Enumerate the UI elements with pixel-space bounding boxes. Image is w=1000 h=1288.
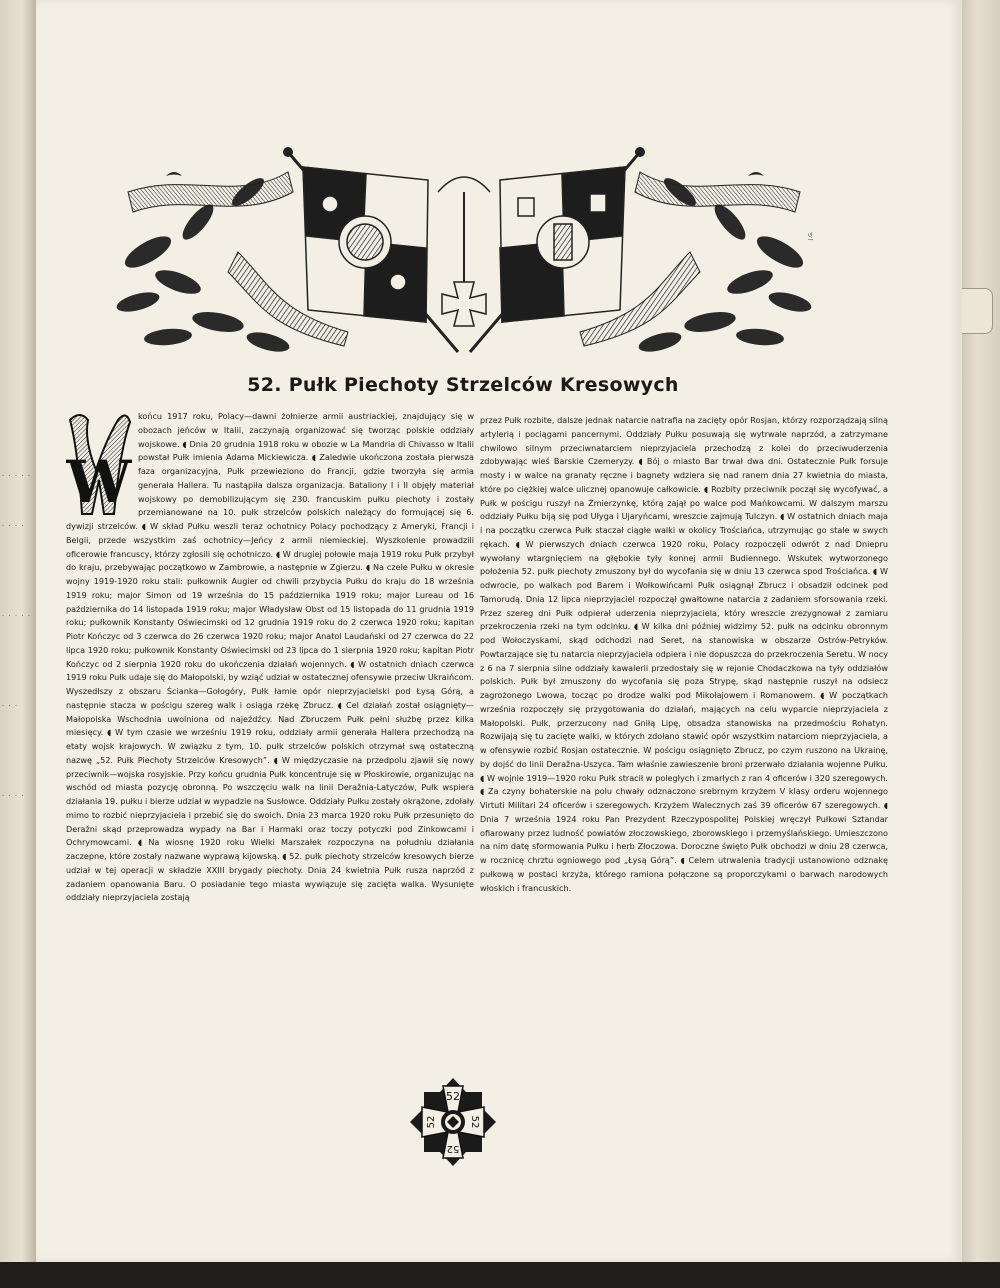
right-column-text: przez Pułk rozbite, dalsze jednak natarcie natrafia na zacięty opór Rosjan, którzy rozporządzają silną artylerią i pociągami pancernymi. Oddziały Pułku posuwają się wytrwale naprzód, a zatrzymane chwilowo silnym przeciwnatarciem nieprzyjaciela przechodzą z kolei do przeciwuderzenia zdobywając wieś Barskie Czemeryzy. ◖ Bój o miasto Bar trwał dwa dni. Ostatecznie Pułk forsuje mosty i w walce na granaty ręczne i bagnety wdziera się nad ranem dnia 27 kwietnia do miasta, które po ciężkiej walce ulicznej opanowuje całkowicie. ◖ Rozbity przeciwnik począł się wycofywać, a Pułk w pościgu ruszył na Żmierzynkę, którą zajął po walce pod Mańkowcami. W dalszym marszu oddziały Pułku biją się pod Ułyga i Ujaryńcami, wreszcie zajmują Tulczyn. ◖ W ostatnich dniach maja i na początku czerwca Pułk staczał ciągłe walki w okolicy Trościańca, utrzymując go stale w swych rękach. ◖ W pierwszych dniach czerwca 1920 roku, Polacy rozpoczęli odwrót z nad Dniepru wywołany wtargnięciem na głębokie tyły konnej armii Budiennego. Wskutek wytworzonego położenia 52. pułk piechoty zmuszony był do wycofania się w dniu 13 czerwca spod Trościańca. ◖ W odwrocie, po walkach pod Barem i Wołkowińcami Pułk osiągnął Zbrucz i obsadził odcinek pod Tamorudą. Dnia 12 lipca nieprzyjaciel rozpoczął gwałtowne natarcia z zadaniem sforsowania rzeki. Przez szereg dni Pułk odpierał uderzenia nieprzyjaciela, który wreszcie zrezygnował z zamiaru przekroczenia rzeki na tym odcinku. ◖ W kilka dni później widzimy 52. pułk na odcinku obronnym pod Wołoczyskami, skąd odchodzi nad Seret, na stanowiska w obszarze Ostrów-Petryków. Powtarzające się tu natarcia nieprzyjaciela odpiera i nie dopuszcza do przekroczenia Seretu. W nocy z 6 na 7 sierpnia silne oddziały kawalerii przedostały się w rejonie Chodaczkowa na tyły oddziałów polskich. Pułk był zmuszony do wycofania się poza Strypę, skąd następnie ruszył na odsiecz zagrożonego Lwowa, tocząc po drodze walki pod Mikołajowem i Romanowem. ◖ W początkach września rozpoczęły się przygotowania do działań, mających na celu wyparcie nieprzyjaciela z Małopolski. Pułk, przerzucony nad Gniłą Lipę, obsadza stanowiska na przedmościu Rohatyn. Rozwijają się tu zacięte walki, w których zdołano stawić opór wszystkim natarciom nieprzyjaciela, a w ofensywie rozbić Rosjan ostatecznie. W pościgu osiągnięto Zbrucz, po czym ruszono na Ukrainę, by dojść do linii Deražna-Uszyca. Tam właśnie zawieszenie broni przerwało działania wojenne Pułku. ◖ W wojnie 1919—1920 roku Pułk stracił w poległych i zmarłych z ran 4 oficerów i 320 szeregowych. ◖ Za czyny bohaterskie na polu chwały odznaczono srebrnym krzyżem V klasy orderu wojennego Virtuti Militari 24 oficerów i szeregowych. Krzyżem Walecznych zaś 39 oficerów 67 szeregowych. ◖ Dnia 7 września 1924 roku Pan Prezydent Rzeczypospolitej Polskiej wręczył Pułkowi Sztandar ofiarowany przez ludność powiatów złoczowskiego, zborowskiego i przemyślańskiego. Umieszczono na nim datę sformowania Pułku i herb Złoczowa. Doroczne święto Pułk obchodzi w dniu 28 czerwca, w rocznicę chrztu ogniowego pod „Łysą Górą”. ◖ Celem utrwalenia tradycji ustanowiono odznakę pułkową w postaci krzyża, którego ramiona połączone są proporczykami o barwach narodowych włoskich i francuskich.: [480, 415, 888, 893]
right-column: [480, 414, 888, 895]
drop-cap-letter: W: [66, 448, 132, 516]
regiment-badge-cross: [408, 1076, 498, 1168]
artist-signature: J.G.: [808, 231, 814, 240]
badge-number-bottom: 52: [446, 1143, 460, 1154]
decorated-drop-cap: [66, 410, 132, 518]
left-column-text: końcu 1917 roku, Polacy—dawni żołnierze armii austriackiej, znajdujący się w obozach jeńców w Italii, zaczynają organizować się tworząc polskie oddziały wojskowe. ◖ Dnia 20 grudnia 1918 roku w obozie w La Mandria di Chivasso w Italii powstał Pułk imienia Adama Mickiewicza. ◖ Zaledwie ukończona została pierwsza faza organizacyjna, Pułk przewieziono do Francji, gdzie tworzyła się armia generała Hallera. Tu nastąpiła dalsza organizacja. Bataliony I i II objęły materiał wojskowy po demobilizującym się 230. francuskim pułku piechoty i zostały przemianowane na 10. pułk strzelców polskich należący do formującej się 6. dywizji strzelców. ◖ W skład Pułku weszli teraz ochotnicy Polacy pochodzący z Ameryki, Francji i Belgii, przede wszystkim zaś ochotnicy—Jeńcy z armii niemieckiej. Wyszkolenie prowadzili oficerowie francuscy, którzy zgłosili się ochotniczo. ◖ W drugiej połowie maja 1919 roku Pułk przybył do kraju, przebywając początkowo w Zambrowie, a następnie w Zgierzu. ◖ Na czele Pułku w okresie wojny 1919-1920 roku stali: pułkownik Augier od chwili przybycia Pułku do kraju do 18 września 1919 roku; major Simon od 19 września do 15 października 1919 roku; major Lureau od 16 października do 14 listopada 1919 roku; major Władysław Obst od 15 listopada do 11 grudnia 1919 roku; pułkownik Konstanty Oświecimski od 12 grudnia 1919 roku do 2 czerwca 1920 roku; kapitan Piotr Kończyc od 3 czerwca do 26 czerwca 1920 roku; major Anatol Laudański od 27 czerwca do 22 lipca 1920 roku; pułkownik Konstanty Oświecimski od 23 lipca do 1 sierpnia 1920 roku; kapitan Piotr Kończyc od 2 sierpnia 1920 roku do ukończenia działań wojennych. ◖ W ostatnich dniach czerwca 1919 roku Pułk udaje się do Małopolski, by wziąć udział w ostatecznej ofensywie przeciw Ukraińcom. Wyszedłszy z obszaru Ścianka—Gołogóry, Pułk łamie opór nieprzyjacielski pod Łysą Górą, a następnie stacza w pościgu szereg walk i osiąga rzekę Zbrucz. ◖ Cel działań został osiągnięty—Małopolska Wschodnia uwolniona od najeźdźcy. Nad Zbruczem Pułk pełni służbę przez kilka miesięcy. ◖ W tym czasie we wrześniu 1919 roku, oddziały armii generała Hallera przechodzą na etaty wojsk krajowych. W związku z tym, 10. pułk strzelców polskich otrzymał swą ostateczną nazwę „52. Pułk Piechoty Strzelców Kresowych”. ◖ W międzyczasie na przedpolu zjawił się nowy przeciwnik—wojska rosyjskie. Przy końcu grudnia Pułk koncentruje się w Płoskirowie, organizując na wschód od miasta pozycję obronną. Po wszczęciu walk na linii Deražnia-Latyczów, Pułk wspiera działania 19. pułku i bierze udział w wypadzie na Susłowce. Oddziały Pułku zostały okrążone, zdołały mimo to rozbić nieprzyjaciela i przebić się do swoich. Dnia 23 marca 1920 roku Pułk przesunięto do Deražni skąd przeprowadza wypady na Bar i Harmaki oraz toczy potyczki pod Zinkowcami i Ochrymowcami. ◖ Na wiosnę 1920 roku Wielki Marszałek rozpoczyna na południu działania zaczepne, które zostały nazwane wyprawą kijowską. ◖ 52. pułk piechoty strzelców kresowych bierze udział w tej operacji w składzie XXIII brygady piechoty. Dnia 24 kwietnia Pułk rusza naprzód z zadaniem opanowania Baru. O posiadanie tego miasta wywiązuje się zacięta walka. Wysunięte oddziały nieprzyjaciela zostają: [66, 411, 474, 903]
adjacent-page-edge: . . . . . . . . . . . . . . . . . . . . .: [0, 0, 36, 1288]
flags-banner-illustration: [108, 132, 820, 358]
page-title: 52. Pułk Piechoty Strzelców Kresowych: [247, 374, 679, 396]
badge-number-top: 52: [446, 1090, 460, 1103]
scan-background: [0, 1262, 1000, 1288]
badge-number-right: 52: [469, 1115, 480, 1129]
badge-number-left: 52: [426, 1115, 437, 1129]
page-stack-edge: [962, 0, 1000, 1262]
left-column: [66, 410, 474, 905]
page-clip: [962, 288, 993, 334]
article-body: [66, 410, 934, 1000]
